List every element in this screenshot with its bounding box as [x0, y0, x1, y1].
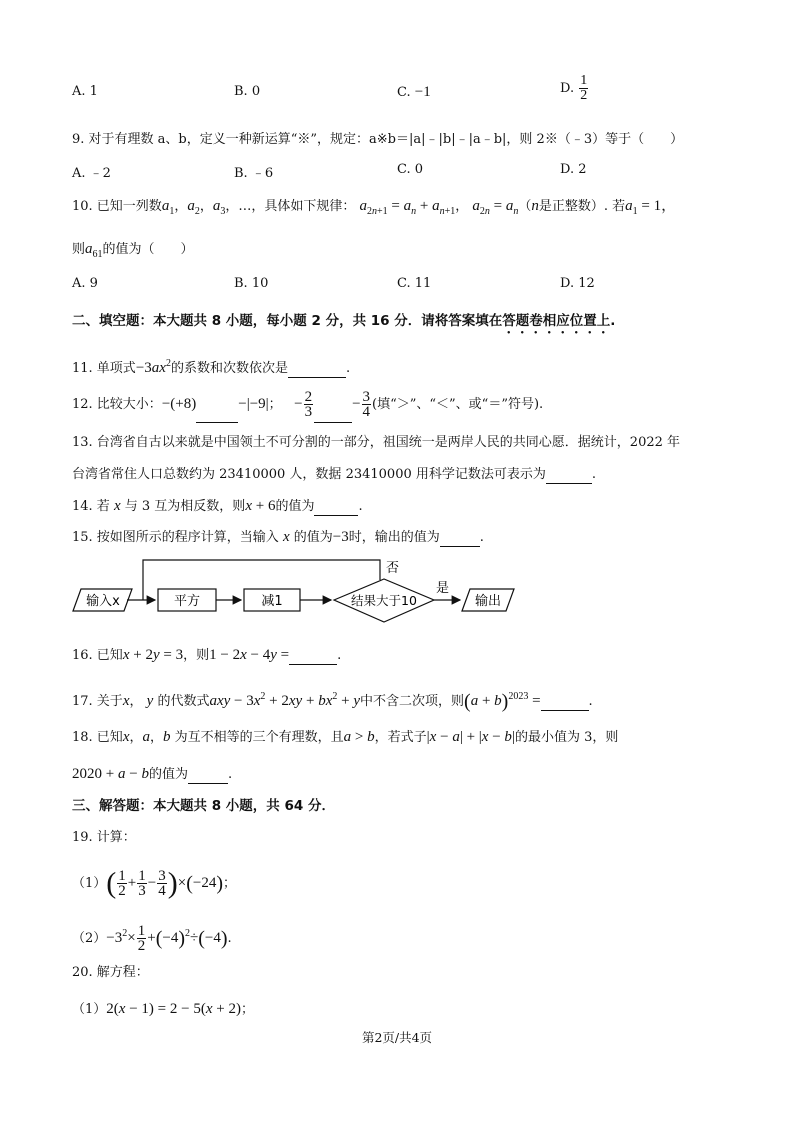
q9-option-b: B. ﹣6: [234, 166, 274, 181]
program-flowchart: [0, 552, 794, 632]
square-node-label: 平方: [173, 594, 201, 609]
q17: 17. 关于x， y 的代数式axy − $3x^2 + 2xy + bx^2 + y$中不含二次项，则$(a + b)^{2023}$ = .: [72, 690, 593, 713]
q10-option-c: C. 11: [397, 276, 432, 291]
q14: 14. 若 x 与 3 互为相反数，则x + 6的值为 .: [72, 498, 363, 514]
q10-option-a: A. 9: [72, 276, 98, 291]
q18-line2: 2020 + a − b的值为 .: [72, 766, 233, 782]
q8-option-c: C. −1: [397, 84, 431, 100]
section-3-heading: 三、解答题：本大题共 8 小题，共 64 分．: [72, 798, 335, 814]
q20-part1: （1）2(x − 1) = 2 − 5(x + 2)；: [72, 1001, 254, 1017]
section-2-heading: 二、填空题：本大题共 8 小题，每小题 2 分，共 16 分．请将答案填在答题卷相应位置上.: [72, 313, 616, 329]
input-node-label: 输入x: [86, 594, 120, 609]
q15: 15. 按如图所示的程序计算，当输入 x 的值为−3时，输出的值为 .: [72, 529, 484, 545]
q9-option-c: C. 0: [397, 162, 424, 177]
q11: 11. 单项式$-3ax^2$的系数和次数依次是 .: [72, 358, 351, 376]
q8-option-a: A. 1: [72, 84, 98, 99]
q9-stem: 9. 对于有理数 a、b，定义一种新运算“※”，规定：a※b＝|a|﹣|b|﹣|a﹣b|，则 2※（﹣3）等于（ ）: [72, 132, 684, 147]
minus-node-label: 减1: [261, 594, 283, 609]
q10-stem-line2: 则$a_{61}$的值为（ ）: [72, 241, 194, 260]
q18-line1: 18. 已知x，a，b 为互不相等的三个有理数，且a > b，若式子|x − a| + |x − b|的最小值为 3，则: [72, 729, 619, 745]
page-footer: 第2页/共4页: [361, 1030, 433, 1045]
q13-line1: 13. 台湾省自古以来就是中国领土不可分割的一部分，祖国统一是两岸人民的共同心愿．据统计，2022 年: [72, 435, 681, 450]
q8-option-b: B. 0: [234, 84, 261, 99]
q9-option-d: D. 2: [560, 162, 587, 177]
yes-label: 是: [436, 581, 450, 596]
q10-stem: 10. 已知一列数$a_1$，$a_2$，$a_3$，…，具体如下规律： $a_{2n+1} = a_n + a_{n+1}$， $a_{2n} = a_n(n$是正整数）. 若$a_1 = 1$，: [72, 198, 677, 217]
q12: 12. 比较大小：−(+8) −|−9|； − $\frac{2}{3}$ − $\frac{3}{4}$ (填“＞”、“＜”、或“＝”符号).: [72, 386, 543, 423]
q10-option-b: B. 10: [234, 276, 269, 291]
q19-part2: $(2)-3^2\times$ $\frac{1}{2}$ $+(-4)^2\div(-4)$.: [72, 923, 232, 955]
q19-part1: （1）( $\frac{1}{2}$ + $\frac{1}{3}$ − $\frac{3}{4}$ )×(−24)；: [72, 866, 237, 900]
q10-option-d: D. 12: [560, 276, 595, 291]
q8-option-d: D. $\frac{1}{2}$: [560, 73, 588, 103]
q16: 16. 已知x + 2y = 3，则1 − 2x − 4y = .: [72, 647, 342, 663]
decision-node-label: 结果大于10: [351, 593, 417, 608]
q9-option-a: A. ﹣2: [72, 166, 111, 181]
q13-line2: 台湾省常住人口总数约为 23410000 人，数据 23410000 用科学记数法可表示为 .: [72, 467, 597, 482]
output-node-label: 输出: [474, 594, 502, 609]
q19-title: 19. 计算：: [72, 830, 136, 845]
no-label: 否: [386, 561, 400, 576]
q20-title: 20. 解方程：: [72, 965, 149, 980]
